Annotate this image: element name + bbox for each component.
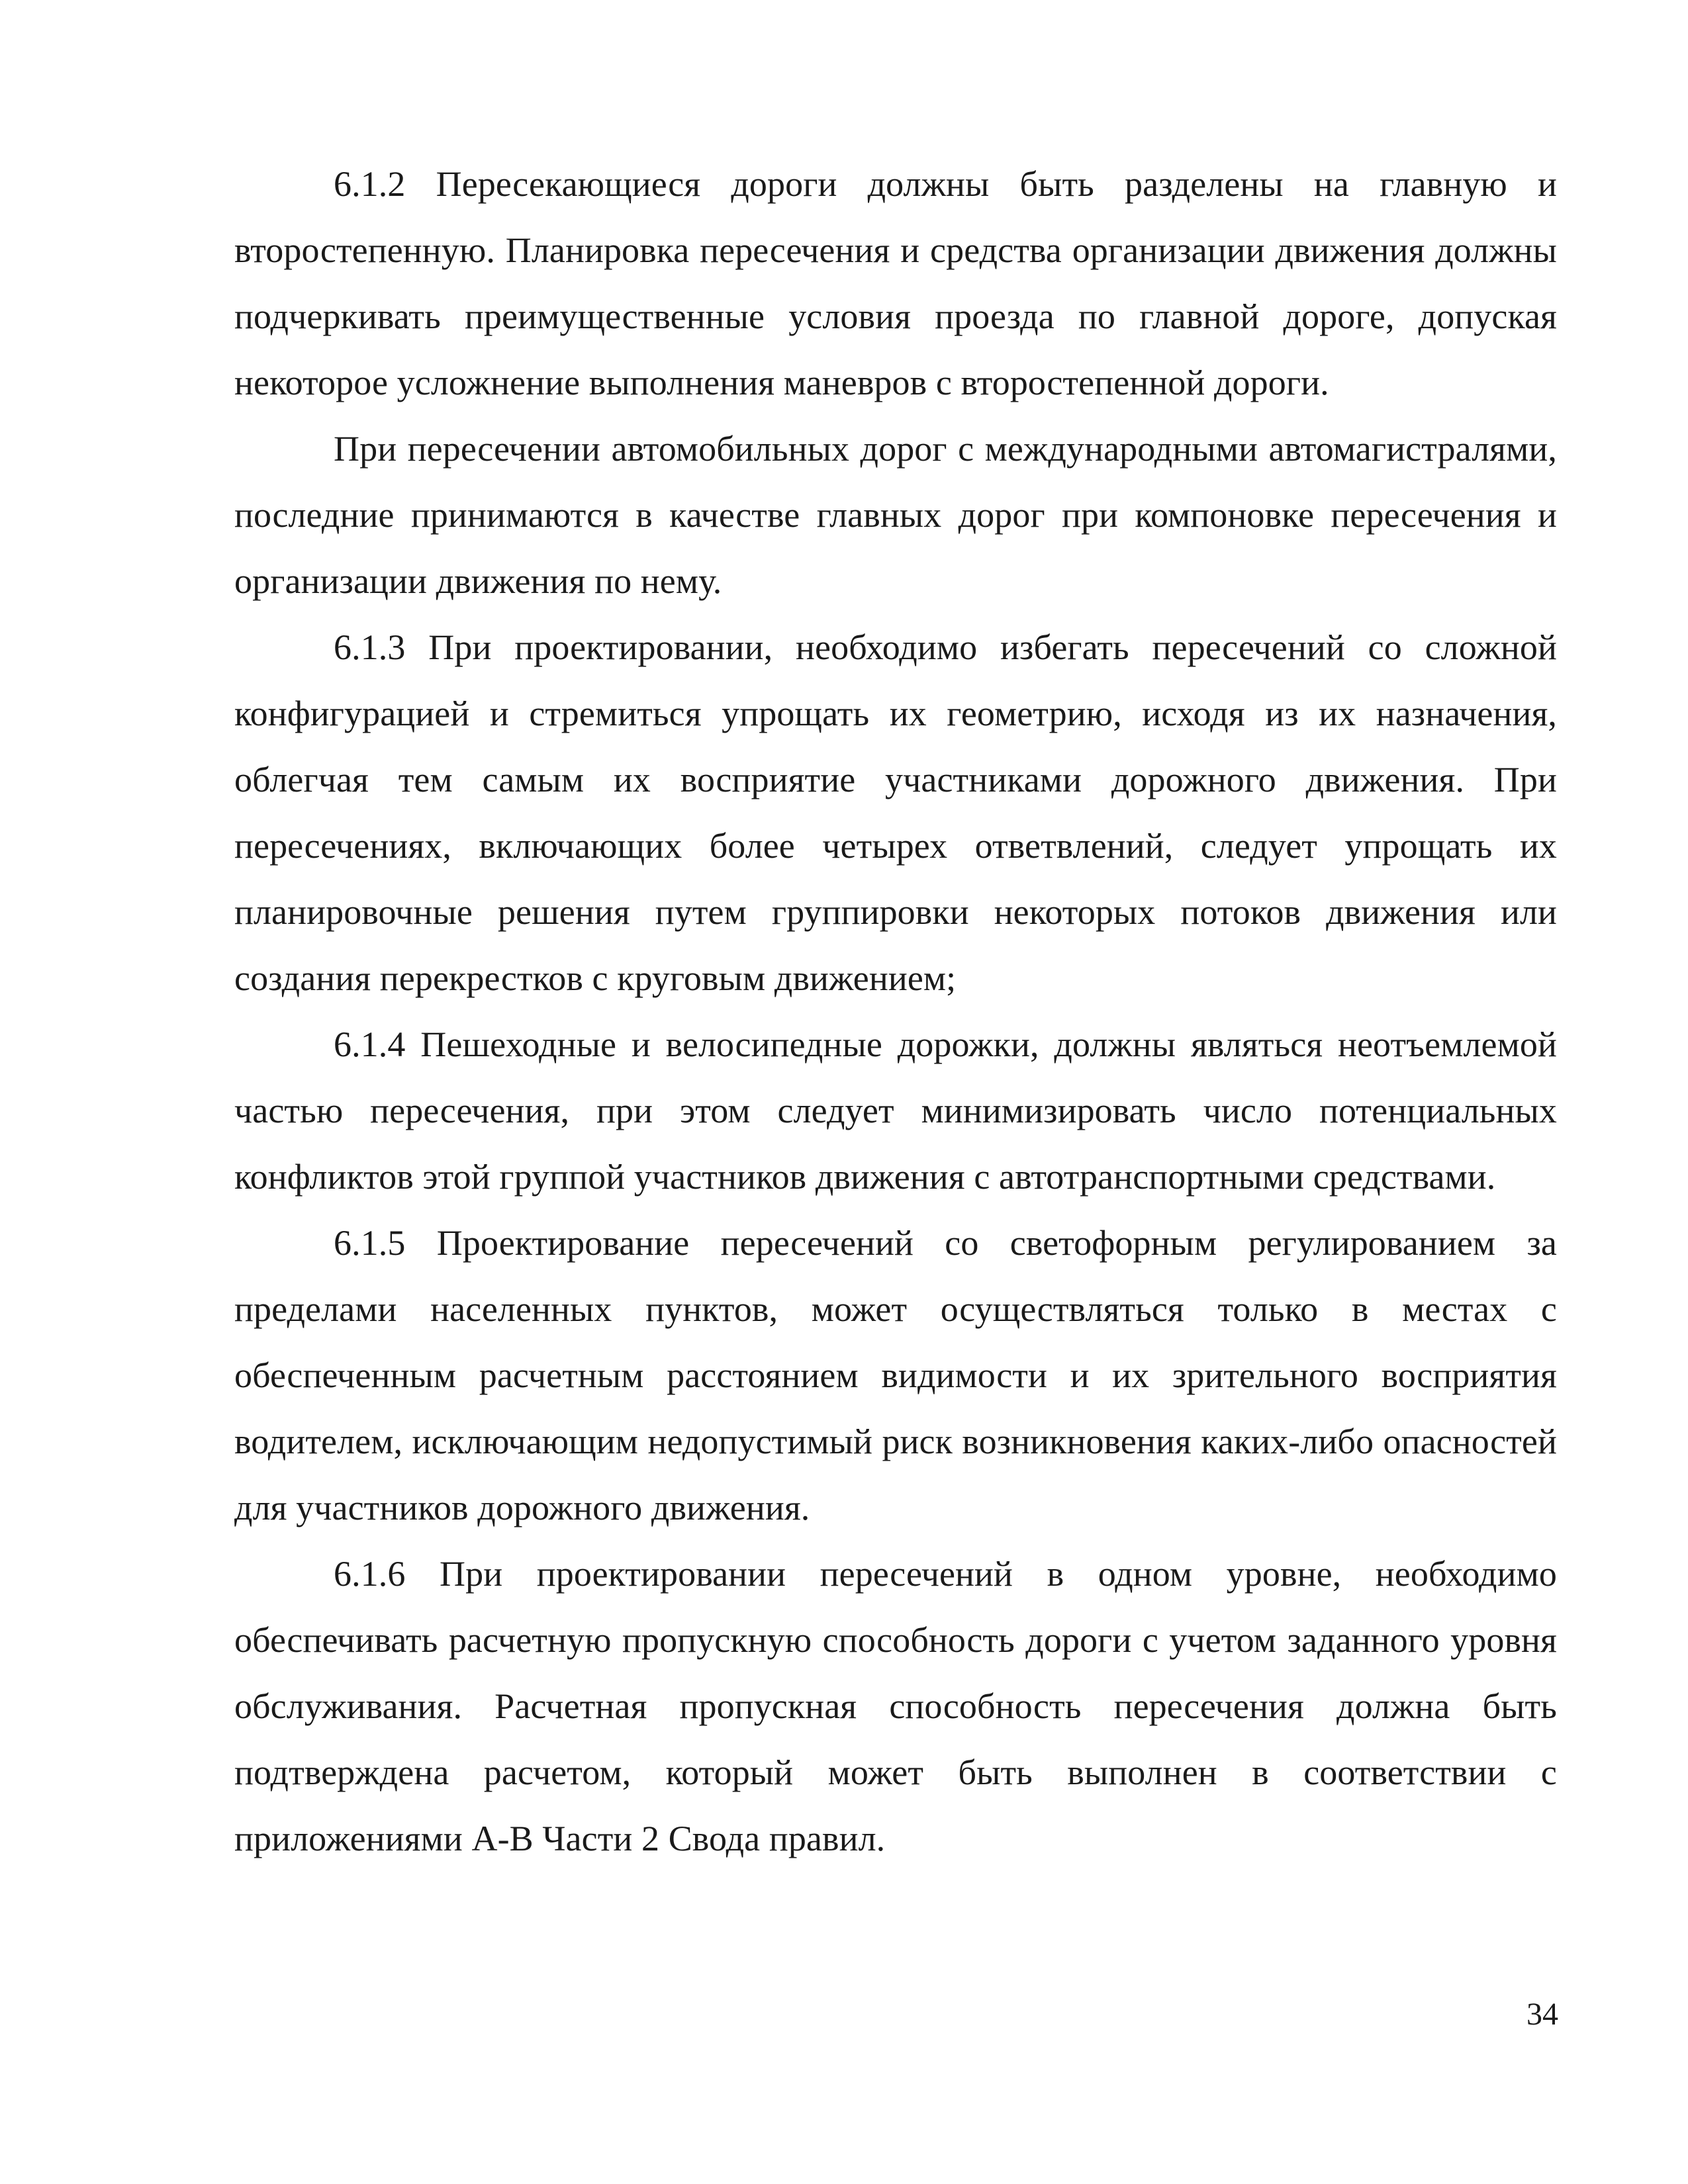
body-text	[234, 151, 1557, 1872]
page-number: 34	[1526, 1997, 1558, 2032]
paragraph-6-1-3: 6.1.3 При проектировании, необходимо избегать пересечений со сложной конфигурацией и стремиться упрощать их геометрию, исходя из их назначения, облегчая тем самым их восприятие участниками дорожного движения. При пересечениях, включающих более четырех ответвлений, следует упрощать их планировочные решения путем группировки некоторых потоков движения или создания перекрестков с круговым движением;	[234, 627, 1557, 998]
paragraph-international-highways: При пересечении автомобильных дорог с международными автомагистралями, последние принимаются в качестве главных дорог при компоновке пересечения и организации движения по нему.	[234, 429, 1557, 601]
paragraph-6-1-6: 6.1.6 При проектировании пересечений в одном уровне, необходимо обеспечивать расчетную пропускную способность дороги с учетом заданного уровня обслуживания. Расчетная пропускная способность пересечения должна быть подтверждена расчетом, который может быть выполнен в соответствии с приложениями А-В Части 2 Свода правил.	[234, 1554, 1557, 1858]
paragraph-6-1-2: 6.1.2 Пересекающиеся дороги должны быть разделены на главную и второстепенную. Планировка пересечения и средства организации движения должны подчеркивать преимущественные условия проезда по главной дороге, допуская некоторое усложнение выполнения маневров с второстепенной дороги.	[234, 164, 1557, 402]
paragraph-6-1-4: 6.1.4 Пешеходные и велосипедные дорожки, должны являться неотъемлемой частью пересечения, при этом следует минимизировать число потенциальных конфликтов этой группой участников движения с автотранспортными средствами.	[234, 1024, 1557, 1197]
paragraph-6-1-5: 6.1.5 Проектирование пересечений со светофорным регулированием за пределами населенных пунктов, может осуществляться только в местах с обеспеченным расчетным расстоянием видимости и их зрительного восприятия водителем, исключающим недопустимый риск возникновения каких-либо опасностей для участников дорожного движения.	[234, 1223, 1557, 1527]
